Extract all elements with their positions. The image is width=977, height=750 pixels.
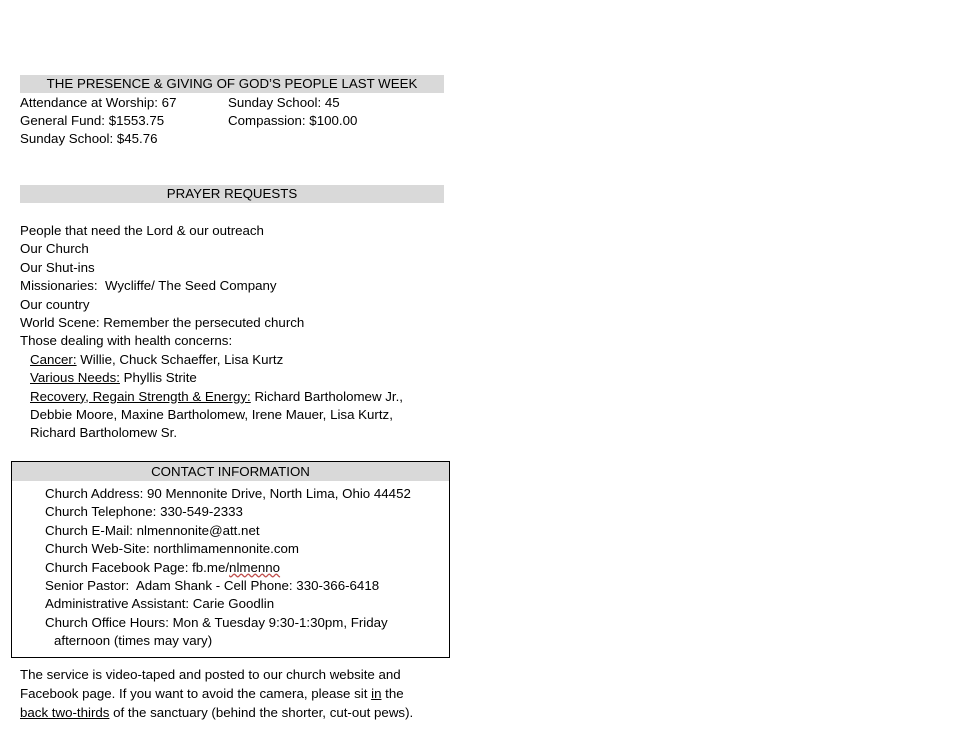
section-header-giving: THE PRESENCE & GIVING OF GOD’S PEOPLE LAST WEEK xyxy=(20,75,444,93)
contact-facebook xyxy=(12,559,449,577)
prayer-health-label: Cancer: xyxy=(30,351,77,367)
prayer-health-continued: Richard Bartholomew Sr. xyxy=(30,425,178,441)
contact-facebook-handle: nlmenno xyxy=(229,559,281,575)
prayer-health-item xyxy=(20,369,460,387)
prayer-item: Missionaries: Wycliffe/ The Seed Company xyxy=(20,278,277,294)
prayer-health-item xyxy=(20,388,460,406)
giving-row-left: General Fund: $1553.75 xyxy=(20,113,165,128)
contact-telephone: Church Telephone: 330-549-2333 xyxy=(45,504,243,520)
prayer-health-names: Richard Bartholomew Jr., xyxy=(250,388,403,404)
prayer-item: World Scene: Remember the persecuted church xyxy=(20,314,305,330)
contact-facebook-prefix: Church Facebook Page: fb.me/ xyxy=(45,559,230,575)
contact-list xyxy=(12,481,449,657)
contact-website: Church Web-Site: northlimamennonite.com xyxy=(45,541,299,557)
video-taping-note xyxy=(20,665,490,722)
prayer-item: Our Shut-ins xyxy=(20,259,95,275)
giving-row xyxy=(20,130,450,148)
prayer-health-item xyxy=(20,351,460,369)
note-line-2 xyxy=(20,684,490,703)
prayer-item: People that need the Lord & our outreach xyxy=(20,223,264,238)
giving-row-right: Sunday School: 45 xyxy=(228,95,340,110)
note-line-2-part-a: Facebook page. If you want to avoid the camera, please sit xyxy=(20,686,372,701)
prayer-item: Those dealing with health concerns: xyxy=(20,333,233,349)
note-line-2-emphasis: in xyxy=(371,686,382,701)
giving-row xyxy=(20,112,450,130)
note-line-2-part-c: the xyxy=(381,686,404,701)
prayer-requests-list xyxy=(20,222,460,443)
contact-senior-pastor: Senior Pastor: Adam Shank - Cell Phone: 330-366-6418 xyxy=(45,577,380,593)
section-header-contact-information: CONTACT INFORMATION xyxy=(12,462,449,481)
contact-information-box xyxy=(11,461,450,658)
note-line-3 xyxy=(20,703,490,722)
giving-row-left: Sunday School: $45.76 xyxy=(20,131,158,146)
note-line-3-part-b: of the sanctuary (behind the shorter, cut-out pews). xyxy=(109,705,414,720)
note-line-3-emphasis: back two-thirds xyxy=(20,705,110,720)
prayer-health-label: Recovery, Regain Strength & Energy: xyxy=(30,388,251,404)
contact-address: Church Address: 90 Mennonite Drive, North Lima, Ohio 44452 xyxy=(45,486,411,501)
prayer-health-label: Various Needs: xyxy=(30,370,120,386)
note-line-1: The service is video-taped and posted to our church website and xyxy=(20,667,401,682)
prayer-health-names: Phyllis Strite xyxy=(119,370,197,386)
contact-administrative-assistant: Administrative Assistant: Carie Goodlin xyxy=(45,596,275,612)
giving-row-left: Attendance at Worship: 67 xyxy=(20,95,177,110)
giving-figures-block xyxy=(20,94,450,148)
section-header-prayer-requests: PRAYER REQUESTS xyxy=(20,185,444,203)
prayer-health-names: Willie, Chuck Schaeffer, Lisa Kurtz xyxy=(76,351,284,367)
prayer-item: Our country xyxy=(20,296,90,312)
contact-office-hours: Church Office Hours: Mon & Tuesday 9:30-1:30pm, Friday xyxy=(45,614,388,630)
giving-row xyxy=(20,94,450,112)
prayer-health-continued: Debbie Moore, Maxine Bartholomew, Irene Mauer, Lisa Kurtz, xyxy=(30,406,393,422)
giving-row-right: Compassion: $100.00 xyxy=(228,113,358,128)
contact-email: Church E-Mail: nlmennonite@att.net xyxy=(45,522,260,538)
prayer-item: Our Church xyxy=(20,241,89,257)
contact-office-hours-continued: afternoon (times may vary) xyxy=(54,633,213,649)
